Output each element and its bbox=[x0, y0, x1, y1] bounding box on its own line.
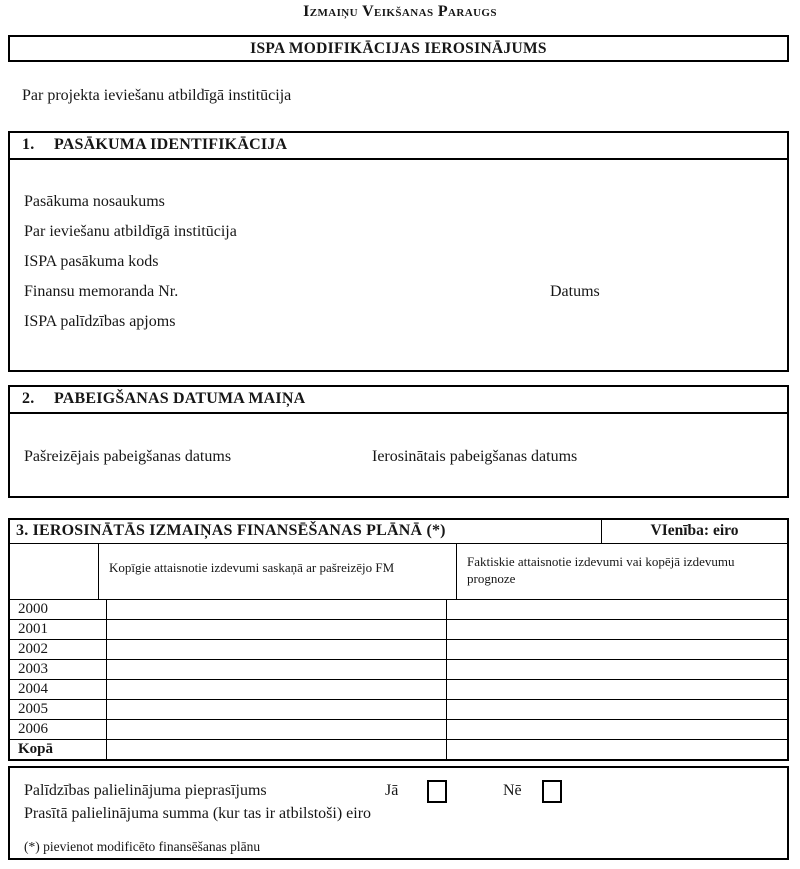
section3-title: 3. IEROSINĀTĀS IZMAIŅAS FINANSĒŠANAS PLĀNĀ (*) bbox=[16, 522, 446, 539]
actual-expenditure-header: Faktiskie attaisnotie izdevumi vai kopējā izdevumu prognoze bbox=[456, 544, 787, 599]
table-row bbox=[10, 640, 787, 660]
field-date-label: Datums bbox=[550, 283, 600, 300]
table-row bbox=[10, 700, 787, 720]
year-cell: 2006 bbox=[18, 721, 48, 737]
table-cell[interactable] bbox=[106, 680, 446, 699]
year-column-header bbox=[10, 544, 98, 599]
footnote-text: (*) pievienot modificēto finansēšanas plānu bbox=[24, 839, 261, 854]
table-cell[interactable] bbox=[106, 700, 446, 719]
table-cell[interactable] bbox=[446, 720, 787, 739]
table-header-row bbox=[10, 544, 787, 600]
yes-label: Jā bbox=[385, 782, 399, 799]
intro-text: Par projekta ieviešanu atbildīgā institūcija bbox=[22, 87, 292, 104]
section-measure-identification bbox=[8, 131, 789, 372]
table-cell[interactable] bbox=[446, 620, 787, 639]
assistance-request-line bbox=[24, 782, 787, 804]
field-ispa-measure-code bbox=[24, 253, 787, 283]
unit-label: VIenība: eiro bbox=[601, 520, 787, 543]
no-label: Nē bbox=[503, 782, 522, 799]
field-measure-name bbox=[24, 193, 787, 223]
proposed-completion-date-label: Ierosinātais pabeigšanas datums bbox=[372, 448, 578, 465]
field-label: ISPA pasākuma kods bbox=[24, 253, 159, 270]
table-row bbox=[10, 680, 787, 700]
table-cell[interactable] bbox=[446, 640, 787, 659]
table-row bbox=[10, 600, 787, 620]
field-finance-memorandum bbox=[24, 283, 787, 313]
total-cell: Kopā bbox=[18, 741, 54, 757]
field-label: ISPA palīdzības apjoms bbox=[24, 313, 176, 330]
field-label: Pasākuma nosaukums bbox=[24, 193, 165, 210]
table-cell[interactable] bbox=[446, 700, 787, 719]
no-checkbox[interactable] bbox=[542, 780, 562, 803]
table-cell[interactable] bbox=[446, 600, 787, 619]
field-ispa-assistance-amount bbox=[24, 313, 787, 343]
year-cell: 2005 bbox=[18, 701, 48, 717]
year-cell: 2002 bbox=[18, 641, 48, 657]
field-label: Par ieviešanu atbildīgā institūcija bbox=[24, 223, 237, 240]
table-cell[interactable] bbox=[446, 680, 787, 699]
section1-title: PASĀKUMA IDENTIFIKĀCIJA bbox=[54, 136, 288, 153]
form-title: ISPA MODIFIKĀCIJAS IEROSINĀJUMS bbox=[250, 40, 547, 57]
section1-number: 1. bbox=[22, 136, 35, 153]
section1-header bbox=[10, 133, 787, 160]
section1-body bbox=[10, 160, 787, 343]
table-row bbox=[10, 660, 787, 680]
section2-title: PABEIGŠANAS DATUMA MAIŅA bbox=[54, 390, 306, 407]
field-responsible-institution bbox=[24, 223, 787, 253]
table-cell[interactable] bbox=[106, 740, 446, 759]
table-row bbox=[10, 720, 787, 740]
form-title-box bbox=[8, 35, 789, 62]
section2-header bbox=[10, 387, 787, 414]
table-cell[interactable] bbox=[106, 600, 446, 619]
table-cell[interactable] bbox=[446, 740, 787, 759]
year-cell: 2000 bbox=[18, 601, 48, 617]
assistance-increase-box bbox=[8, 766, 789, 860]
financing-plan-table bbox=[8, 518, 789, 761]
table-cell[interactable] bbox=[106, 720, 446, 739]
year-cell: 2001 bbox=[18, 621, 48, 637]
yes-checkbox[interactable] bbox=[427, 780, 447, 803]
year-cell: 2004 bbox=[18, 681, 48, 697]
eligible-expenditure-header: Kopīgie attaisnotie izdevumi saskaņā ar pašreizējo FM bbox=[98, 544, 456, 599]
table-cell[interactable] bbox=[106, 660, 446, 679]
requested-amount-label: Prasītā palielinājuma summa (kur tas ir atbilstoši) eiro bbox=[24, 805, 372, 822]
section-completion-date-change bbox=[8, 385, 789, 498]
section2-body bbox=[10, 414, 787, 466]
table-cell[interactable] bbox=[446, 660, 787, 679]
table-cell[interactable] bbox=[106, 620, 446, 639]
document-top-label: Izmaiņu Veikšanas Paraugs bbox=[303, 3, 497, 20]
table-row bbox=[10, 620, 787, 640]
table-cell[interactable] bbox=[106, 640, 446, 659]
year-cell: 2003 bbox=[18, 661, 48, 677]
field-label: Finansu memoranda Nr. bbox=[24, 283, 179, 300]
assistance-request-label: Palīdzības palielinājuma pieprasījums bbox=[24, 782, 267, 799]
table-title-row bbox=[10, 520, 787, 544]
table-row-total bbox=[10, 740, 787, 759]
section2-number: 2. bbox=[22, 390, 35, 407]
current-completion-date-label: Pašreizējais pabeigšanas datums bbox=[24, 448, 232, 465]
